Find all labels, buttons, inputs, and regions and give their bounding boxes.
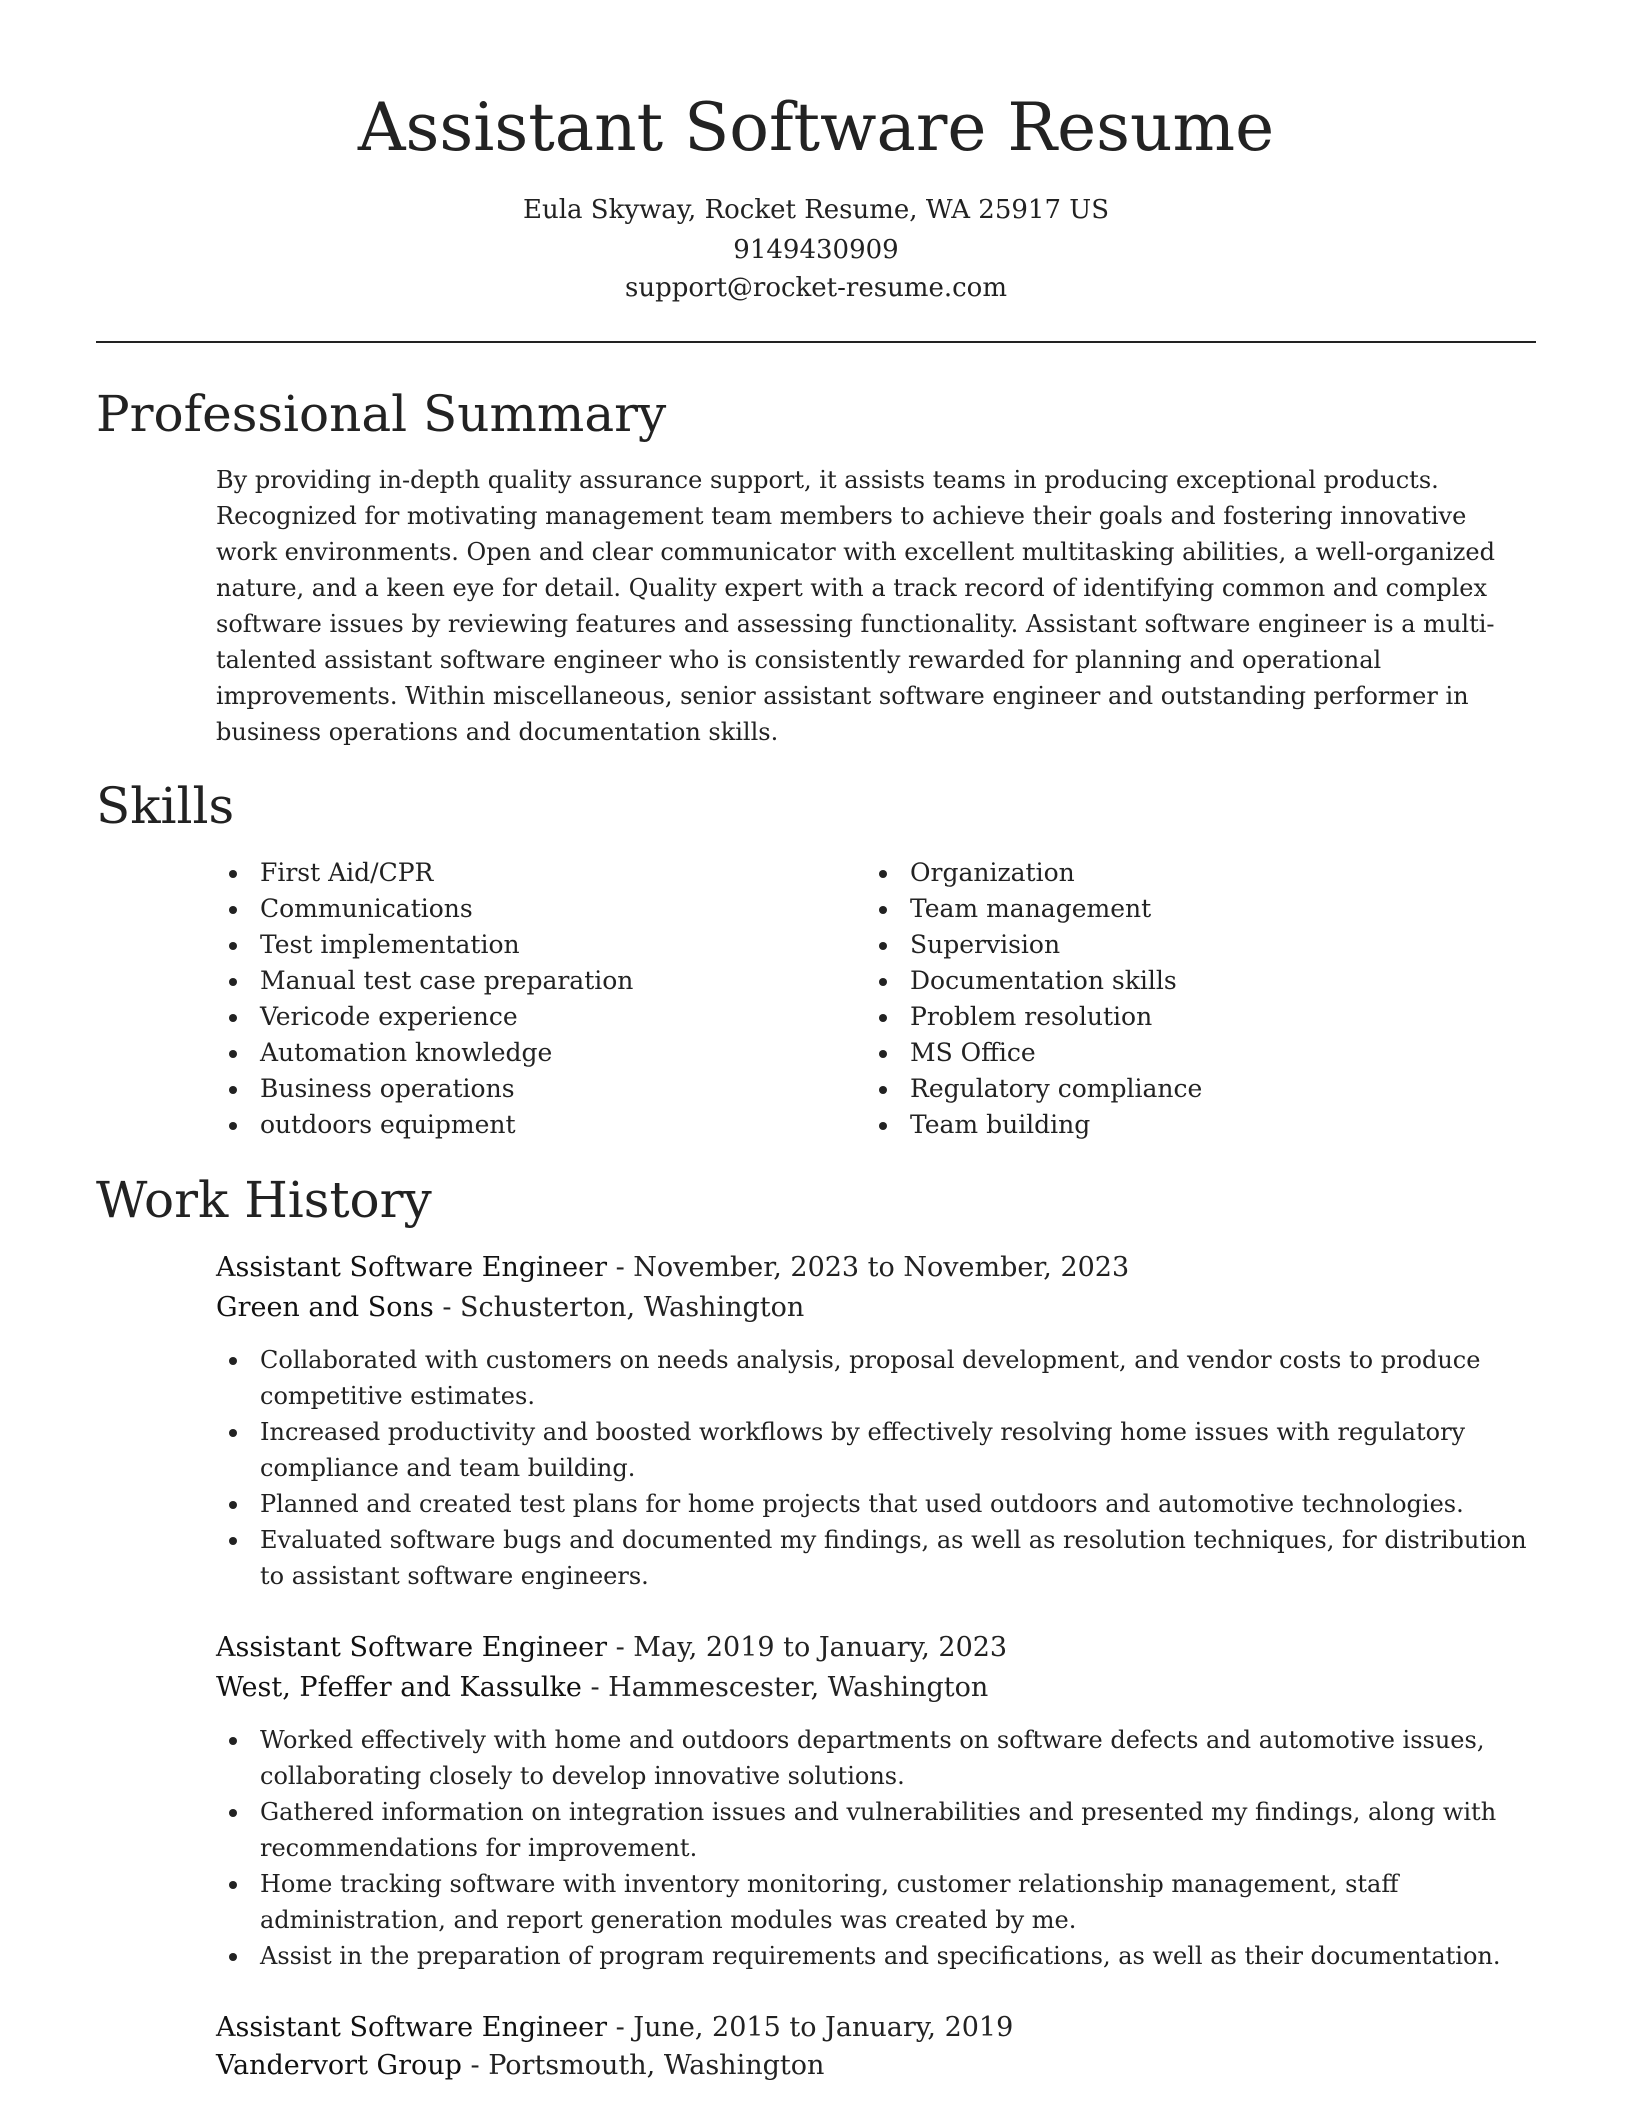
skill-item: Problem resolution: [866, 999, 1506, 1035]
job-duty-item: Planned and created test plans for home projects that used outdoors and automotive technologies.: [216, 1486, 1536, 1522]
job-duty-item: Assist in the preparation of program requirements and specifications, as well as their documentation.: [216, 1938, 1536, 1974]
job-duties-list: [216, 1342, 1536, 1594]
job-duty-item: Worked effectively with home and outdoors departments on software defects and automotive issues, collaborating closely to develop innovative solutions.: [216, 1722, 1536, 1794]
contact-email: support@rocket-resume.com: [624, 273, 1007, 303]
skill-item: Business operations: [216, 1071, 816, 1107]
job-title: Assistant Software Engineer: [216, 1252, 608, 1283]
skills-heading: Skills: [96, 777, 235, 835]
skill-item: Documentation skills: [866, 963, 1506, 999]
skill-item: Regulatory compliance: [866, 1071, 1506, 1107]
professional-summary-text: By providing in-depth quality assurance support, it assists teams in producing exceptional products. Recognized for motivating management team members to achieve their goals and fostering innovative work environments. Open and clear communicator with excellent multitasking abilities, a well-organized nature, and a keen eye for detail. Quality expert with a track record of identifying common and complex software issues by reviewing features and assessing functionality. Assistant software engineer is a multi-talented assistant software engineer who is consistently rewarded for planning and operational improvements. Within miscellaneous, senior assistant software engineer and outstanding performer in business operations and documentation skills.: [216, 466, 1495, 746]
skill-item: Communications: [216, 891, 816, 927]
job-company-line: [216, 1288, 804, 1328]
job-company: Green and Sons: [216, 1292, 434, 1323]
skill-item: First Aid/CPR: [216, 855, 816, 891]
job-company: West, Pfeffer and Kassulke: [216, 1672, 582, 1703]
job-company-line: [216, 1668, 988, 1708]
job-title: Assistant Software Engineer: [216, 2012, 608, 2043]
professional-summary-heading: Professional Summary: [96, 385, 667, 443]
skill-item: Manual test case preparation: [216, 963, 816, 999]
job-duty-item: Collaborated with customers on needs analysis, proposal development, and vendor costs to produce competitive estimates.: [216, 1342, 1536, 1414]
job-duty-item: Home tracking software with inventory monitoring, customer relationship management, staff administration, and report generation modules was created by me.: [216, 1866, 1536, 1938]
job-title: Assistant Software Engineer: [216, 1632, 608, 1663]
skill-item: outdoors equipment: [216, 1107, 816, 1143]
job-dates: - June, 2015 to January, 2019: [607, 2012, 1014, 2043]
skill-item: MS Office: [866, 1035, 1506, 1071]
skills-list-right: [866, 855, 1506, 1143]
job-location: - Schusterton, Washington: [433, 1292, 805, 1323]
contact-phone: 9149430909: [733, 235, 899, 265]
work-history-heading: Work History: [96, 1171, 432, 1229]
skill-item: Team management: [866, 891, 1506, 927]
job-location: - Hammescester, Washington: [581, 1672, 989, 1703]
job-title-line: [216, 1628, 1007, 1668]
skill-item: Organization: [866, 855, 1506, 891]
job-location: - Portsmouth, Washington: [461, 2050, 825, 2081]
job-duty-item: Increased productivity and boosted workflows by effectively resolving home issues with regulatory compliance and team building.: [216, 1414, 1536, 1486]
skill-item: Automation knowledge: [216, 1035, 816, 1071]
skill-item: Team building: [866, 1107, 1506, 1143]
job-duty-item: Evaluated software bugs and documented my findings, as well as resolution techniques, for distribution to assistant software engineers.: [216, 1522, 1536, 1594]
job-duty-item: Gathered information on integration issues and vulnerabilities and presented my findings, along with recommendations for improvement.: [216, 1794, 1536, 1866]
job-duties-list: [216, 1722, 1536, 1974]
job-company-line: [216, 2046, 824, 2086]
resume-title: Assistant Software Resume: [357, 89, 1275, 166]
header-divider: [96, 341, 1536, 343]
job-company: Vandervort Group: [216, 2050, 462, 2081]
job-title-line: [216, 2008, 1013, 2048]
job-dates: - May, 2019 to January, 2023: [607, 1632, 1008, 1663]
skills-list-left: [216, 855, 816, 1143]
job-title-line: [216, 1248, 1129, 1288]
skill-item: Test implementation: [216, 927, 816, 963]
skill-item: Supervision: [866, 927, 1506, 963]
contact-address: Eula Skyway, Rocket Resume, WA 25917 US: [522, 195, 1109, 225]
skill-item: Vericode experience: [216, 999, 816, 1035]
job-dates: - November, 2023 to November, 2023: [607, 1252, 1130, 1283]
